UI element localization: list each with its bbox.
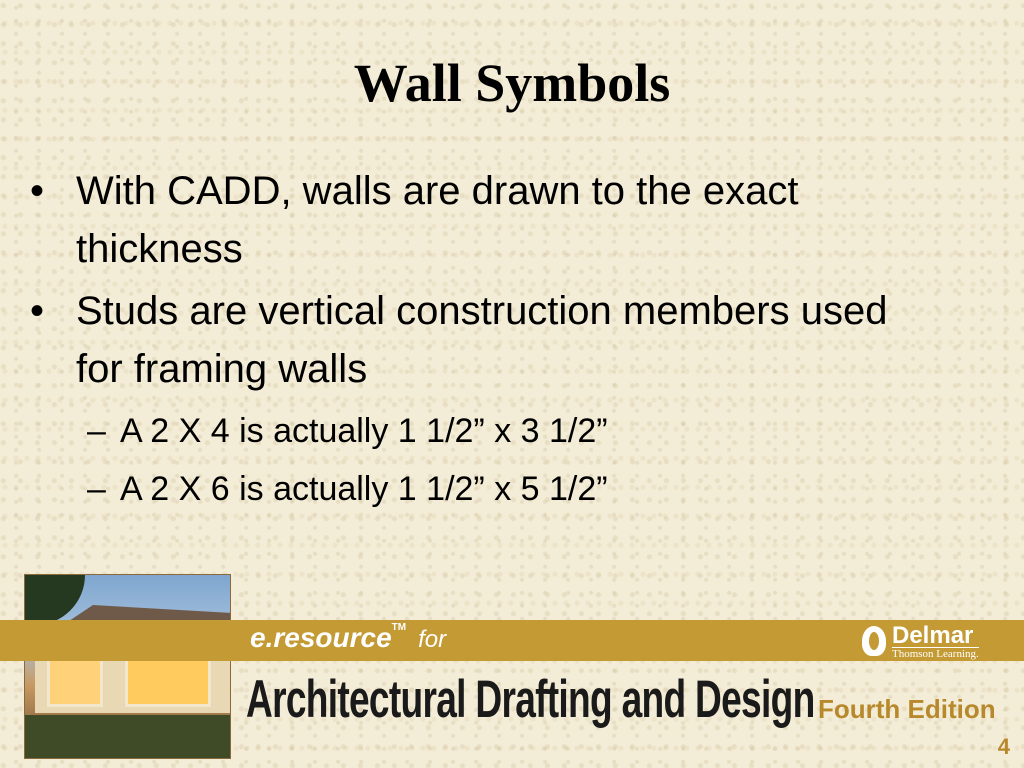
bullet-text: With CADD, walls are drawn to the exact thickness xyxy=(76,169,799,271)
delmar-flame-icon xyxy=(862,626,886,656)
bullet-text: Studs are vertical construction members used for framing walls xyxy=(76,289,888,391)
sub-bullet-text: A 2 X 6 is actually 1 1/2” x 5 1/2” xyxy=(120,470,608,508)
dash-glyph: – xyxy=(87,412,106,450)
book-title: Architectural Drafting and Design xyxy=(246,670,815,729)
slide-title: Wall Symbols xyxy=(353,53,671,113)
page-number: 4 xyxy=(997,734,1010,759)
sub-bullet-text: A 2 X 4 is actually 1 1/2” x 3 1/2” xyxy=(120,412,608,450)
house-photo xyxy=(24,574,231,759)
bullet-list xyxy=(30,162,930,518)
sub-bullet-item xyxy=(30,402,930,460)
trademark-mark: TM xyxy=(391,622,407,633)
eresource-logo xyxy=(250,622,446,654)
publisher-subtitle: Thomson Learning. xyxy=(892,648,979,660)
dash-glyph: – xyxy=(87,470,106,508)
eresource-brand: e.resource xyxy=(250,622,392,653)
edition-label: Fourth Edition xyxy=(818,694,996,724)
bullet-glyph: • xyxy=(30,289,45,333)
eresource-for: for xyxy=(418,626,447,653)
bullet-item xyxy=(30,282,930,398)
sub-bullet-item xyxy=(30,460,930,518)
delmar-logo xyxy=(862,624,1012,660)
bullet-glyph: • xyxy=(30,169,45,213)
bullet-item xyxy=(30,162,930,278)
publisher-name: Delmar xyxy=(892,622,974,649)
